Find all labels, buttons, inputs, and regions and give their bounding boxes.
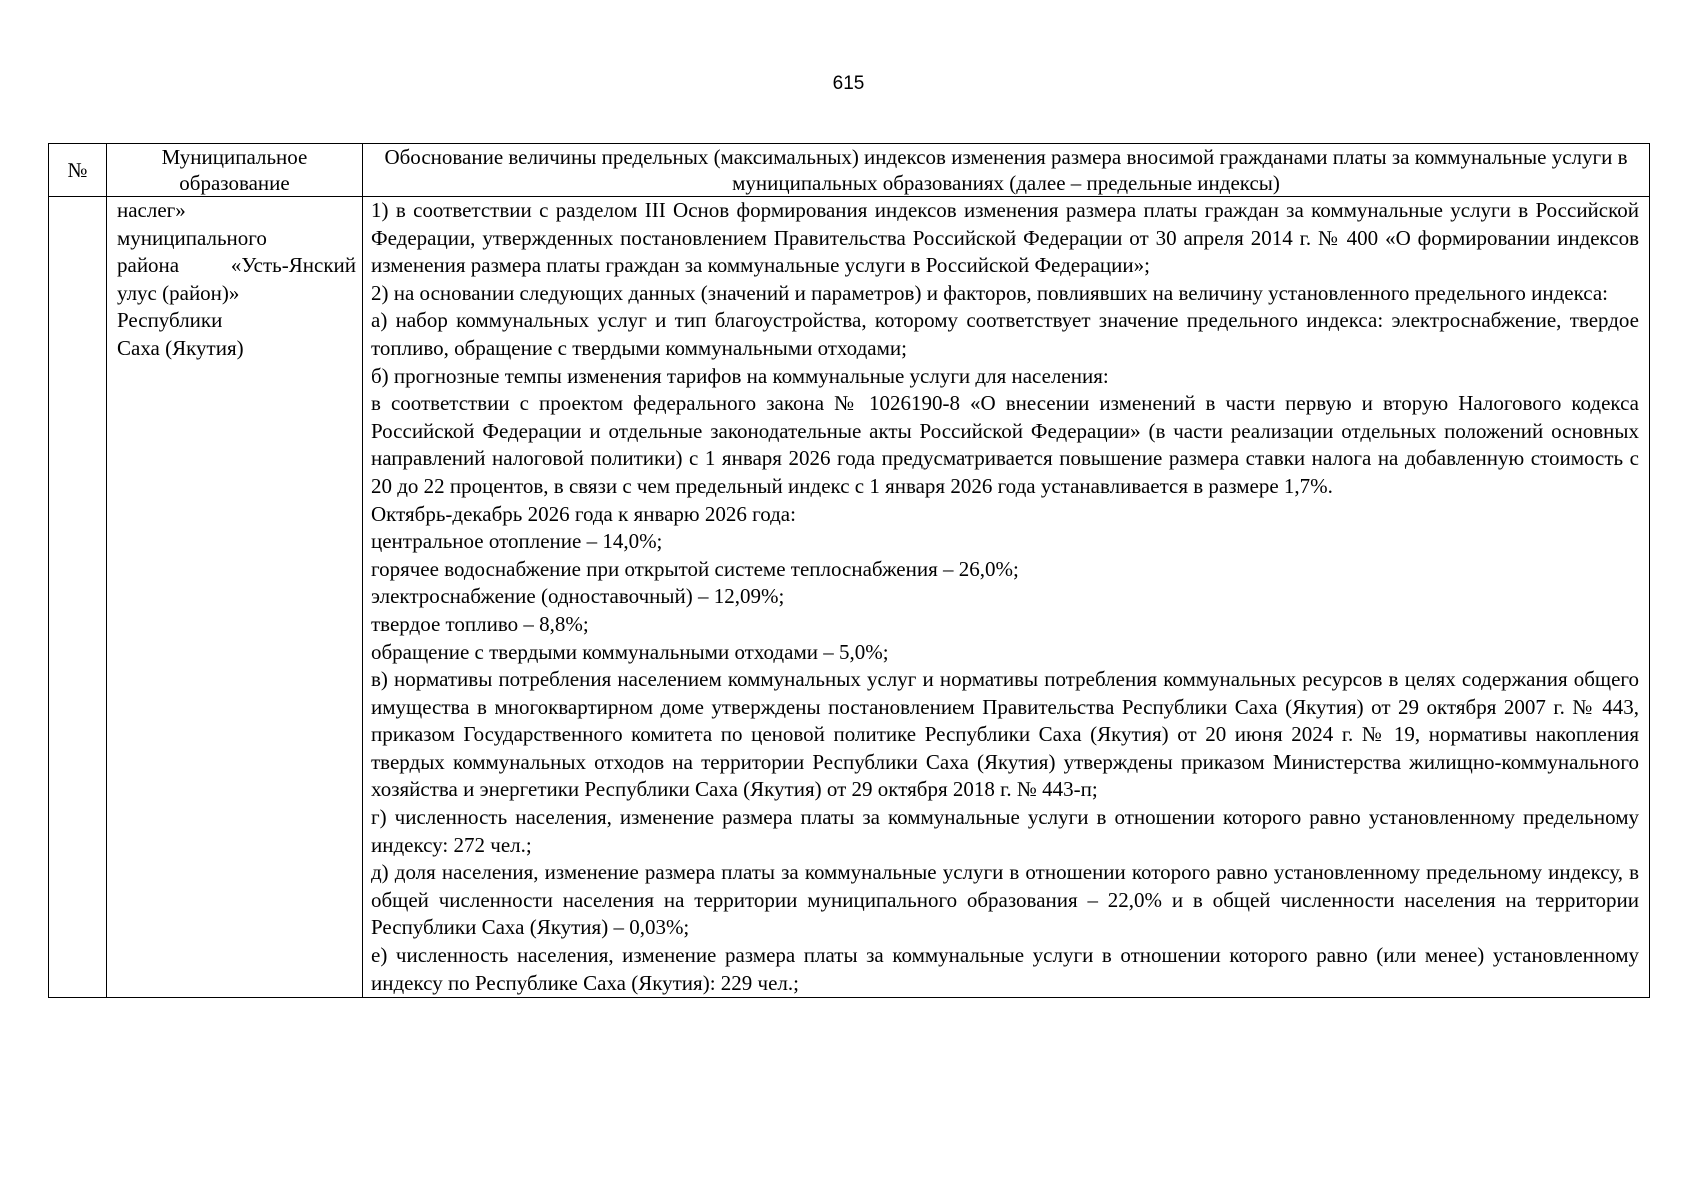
municipality-line: Республики [117, 308, 223, 333]
municipality-line: наслег» [117, 198, 186, 222]
row-number-cell [49, 197, 107, 998]
tariff-solid-fuel: твердое топливо – 8,8%; [371, 611, 589, 636]
tariff-waste: обращение с твердыми коммунальными отходами – 5,0%; [371, 639, 889, 664]
paragraph-vat-law: в соответствии с проектом федерального закона № 1026190-8 «О внесении изменений в части первую и вторую Налогового кодекса Российской Федерации и отдельные законодательные акты Российской Федерации» (в части реализации отдельных положений основных направлений налоговой политики) с 1 января 2026 года предусматривается повышение размера ставки налога на добавленную стоимость с 20 до 22 процентов, в связи с чем предельный индекс с 1 января 2026 года устанавливается в размере 1,7%. [371, 391, 1639, 498]
municipality-cell [107, 197, 363, 998]
paragraph-tariff-forecast: б) прогнозные темпы изменения тарифов на коммунальные услуги для населения: [371, 363, 1109, 388]
page-number: 615 [832, 73, 865, 94]
indices-table [48, 143, 1650, 998]
tariff-electricity: электроснабжение (одноставочный) – 12,09%; [371, 584, 785, 609]
header-municipality: Муниципальное образование [107, 144, 363, 197]
municipality-line: Саха (Якутия) [117, 335, 244, 360]
justification-cell [363, 197, 1650, 998]
paragraph-population-count: г) численность населения, изменение размера платы за коммунальные услуги в отношении которого равно установленному предельному индексу: 272 чел.; [371, 805, 1639, 857]
paragraph-population-below: е) численность населения, изменение размера платы за коммунальные услуги в отношении которого равно (или менее) установленному индексу по Республике Саха (Якутия): 229 чел.; [371, 943, 1639, 995]
paragraph-legal-basis: 1) в соответствии с разделом III Основ формирования индексов изменения размера платы граждан за коммунальные услуги в Российской Федерации, утвержденных постановлением Правительства Российской Федерации от 30 апреля 2014 г. № 400 «О формировании индексов изменения размера платы граждан за коммунальные услуги в Российской Федерации»; [371, 198, 1639, 278]
paragraph-population-share: д) доля населения, изменение размера платы за коммунальные услуги в отношении которого равно установленному предельному индексу, в общей численности населения на территории муниципального образования – 22,0% и в общей численности населения на территории Республики Саха (Якутия) – 0,03%; [371, 860, 1639, 940]
paragraph-services-set: а) набор коммунальных услуг и тип благоустройства, которому соответствует значение предельного индекса: электроснабжение, твердое топливо, обращение с твердыми коммунальными отходами; [371, 308, 1639, 360]
municipality-line: улус (район)» [117, 280, 240, 305]
tariff-hot-water: горячее водоснабжение при открытой системе теплоснабжения – 26,0%; [371, 556, 1019, 581]
table-header-row [49, 144, 1650, 197]
table-row [49, 197, 1650, 998]
header-justification: Обоснование величины предельных (максимальных) индексов изменения размера вносимой гражданами платы за коммунальные услуги в муниципальных образованиях (далее – предельные индексы) [363, 144, 1650, 197]
paragraph-period: Октябрь-декабрь 2026 года к январю 2026 года: [371, 501, 796, 526]
paragraph-consumption-norms: в) нормативы потребления населением коммунальных услуг и нормативы потребления коммунальных ресурсов в целях содержания общего имущества в многоквартирном доме утверждены постановлением Правительства Республики Саха (Якутия) от 29 октября 2007 г. № 443, приказом Государственного комитета по ценовой политике Республики Саха (Якутия) от 20 июня 2024 г. № 19, нормативы накопления твердых коммунальных отходов на территории Республики Саха (Якутия) утверждены приказом Министерства жилищно-коммунального хозяйства и энергетики Республики Саха (Якутия) от 29 октября 2018 г. № 443-п; [371, 667, 1639, 802]
tariff-heating: центральное отопление – 14,0%; [371, 529, 663, 554]
paragraph-data-factors: 2) на основании следующих данных (значений и параметров) и факторов, повлиявших на величину установленного предельного индекса: [371, 280, 1609, 305]
municipality-line: района «Усть-Янский [117, 253, 356, 278]
header-number: № [49, 144, 107, 197]
municipality-line: муниципального [117, 225, 267, 250]
